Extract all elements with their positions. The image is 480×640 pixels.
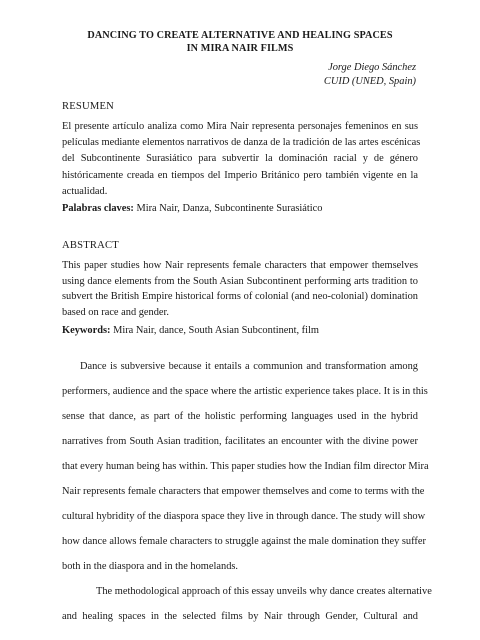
abstract-line: This paper studies how Nair represents female characters that empower themselves xyxy=(62,260,418,271)
body-line: sense that dance, as part of the holistic performing languages used in the hybrid xyxy=(62,411,418,422)
paper-title-line-2: IN MIRA NAIR FILMS xyxy=(186,43,294,54)
body-paragraph-2 xyxy=(62,579,432,629)
abstract-keywords-text: Mira Nair, dance, South Asian Subcontinent, film xyxy=(110,325,320,336)
author-affiliation: CUID (UNED, Spain) xyxy=(323,76,416,87)
body-line: cultural hybridity of the diaspora space they live in through dance. The study will show xyxy=(62,511,426,522)
resumen-keywords-text: Mira Nair, Danza, Subcontinente Surasiático xyxy=(133,203,323,214)
resumen-line: actualidad. xyxy=(62,185,108,197)
resumen-line: del Subcontinente Surasiático para subvertir la dominación racial y de género xyxy=(62,153,418,165)
resumen-line: películas mediante elementos narrativos de danza de la tradición de las artes escénicas xyxy=(62,137,421,149)
resumen-line: históricamente creada en tiempos del Imperio Británico pero también vigente en la xyxy=(62,169,418,181)
body-line: Dance is subversive because it entails a communion and transformation among xyxy=(80,361,418,372)
body-line: performers, audience and the space where the artistic experience takes place. It is in this xyxy=(62,386,428,397)
paper-title-line-1: DANCING TO CREATE ALTERNATIVE AND HEALING SPACES xyxy=(87,30,393,41)
body-line: and healing spaces in the selected films by Nair through Gender, Cultural and xyxy=(62,611,418,622)
body-paragraph-1 xyxy=(62,354,429,579)
body-line: Nair represents female characters that empower themselves and come to terms with the xyxy=(62,486,425,497)
body-line: both in the diaspora and in the homelands. xyxy=(62,561,239,572)
resumen-paragraph xyxy=(62,119,421,200)
abstract-line: subvert the British Empire historical forms of colonial (and neo-colonial) domination xyxy=(62,291,418,303)
abstract-keywords xyxy=(62,324,422,338)
resumen-heading: RESUMEN xyxy=(62,101,115,112)
author-name: Jorge Diego Sánchez xyxy=(328,62,416,73)
resumen-keywords-label: Palabras claves: xyxy=(62,203,134,214)
body-line: The methodological approach of this essay unveils why dance creates alternative xyxy=(96,586,432,597)
body-line: that every human being has within. This paper studies how the Indian film director Mira xyxy=(62,461,429,472)
abstract-heading: ABSTRACT xyxy=(62,240,119,251)
abstract-keywords-label: Keywords: xyxy=(62,325,111,336)
body-line: how dance allows female characters to struggle against the male domination they suffer xyxy=(62,536,426,547)
abstract-line: using dance elements from the South Asian Subcontinent performing arts tradition to xyxy=(62,275,418,287)
abstract-paragraph xyxy=(62,258,418,320)
resumen-line: El presente artículo analiza como Mira Nair representa personajes femeninos en sus xyxy=(62,121,418,132)
body-line: narratives from South Asian tradition, facilitates an encounter with the divine power xyxy=(62,436,418,447)
resumen-keywords xyxy=(62,202,422,216)
abstract-line: based on race and gender. xyxy=(62,306,170,318)
